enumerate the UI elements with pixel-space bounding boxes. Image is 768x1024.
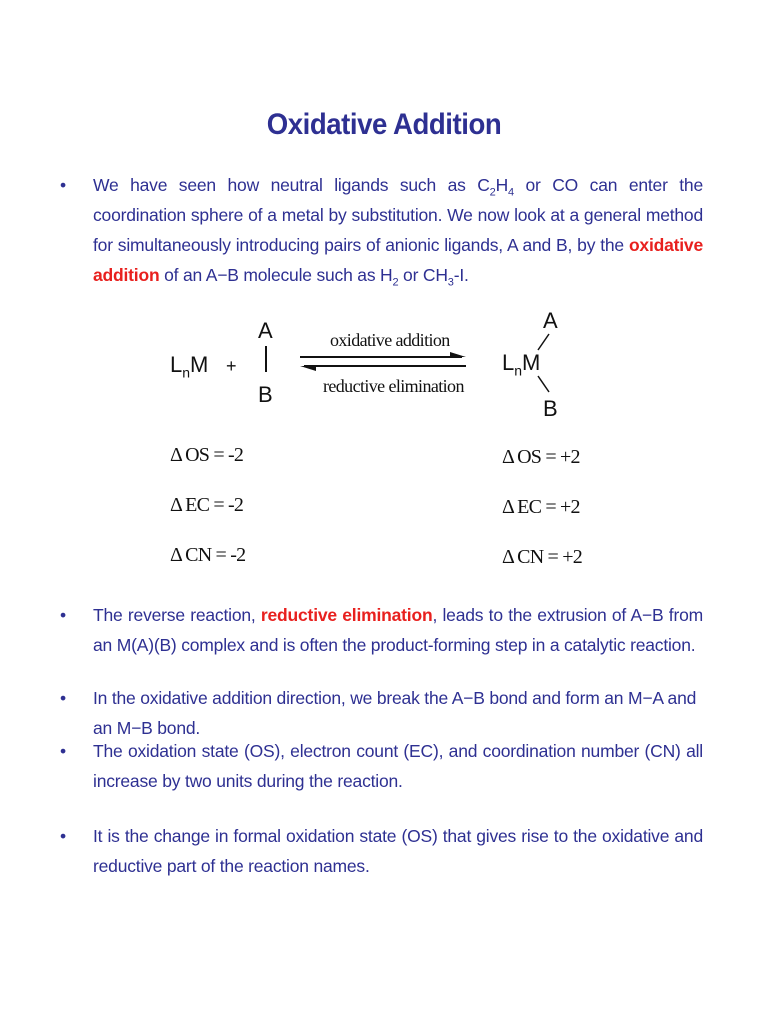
reverse-label: reductive elimination [323,376,464,396]
highlight-reductive-elimination: reductive elimination [260,605,433,625]
delta-os-right: Δ OS = +2 [502,446,580,468]
bullet-4-text: The oxidation state (OS), electron count (EC), and coordination number (CN) all increase by two units during the reaction. [93,741,703,791]
product-atom-b: B [543,396,558,421]
bullet-2-text: The reverse reaction, reductive elimination, leads to the extrusion of A−B from an M(A)(B) complex and is often the product-forming step in a catalytic reaction. [93,605,703,655]
product-bonds [530,330,560,400]
bullet-1-text: We have seen how neutral ligands such as $C_2H_4$ or CO can enter the coordination sphere of a metal by substitution. We now look at a general method for simultaneously introducing pairs of anionic ligands, A and B, by the oxidative addition of an A−B molecule such as $H_2$ or $CH_3-I$. [93,175,703,289]
delta-cn-right: Δ CN = +2 [502,546,582,568]
product-metal-complex: $L_nM$ [502,350,541,379]
forward-label: oxidative addition [330,330,450,350]
forward-arrow-head [450,352,466,357]
highlight-oxidative-addition: oxidative addition [93,235,703,285]
atom-b: B [258,382,273,407]
m-b-bond [538,376,549,392]
page-title: Oxidative Addition [266,108,502,141]
reactant-metal-complex: $L_nM$ [170,352,209,381]
reverse-arrow-head [300,366,316,371]
delta-ec-left: Δ EC = -2 [170,494,244,516]
bullet-marker: • [60,688,66,708]
plus-sign: + [226,356,237,376]
bullet-5-text: It is the change in formal oxidation state (OS) that gives rise to the oxidative and reductive part of the reaction names. [93,826,703,876]
delta-os-left: Δ OS = -2 [170,444,244,466]
delta-ec-right: Δ EC = +2 [502,496,580,518]
bullet-marker: • [60,175,66,195]
bullet-marker: • [60,605,66,625]
m-a-bond [538,334,549,350]
reaction-diagram [0,300,768,590]
delta-cn-left: Δ CN = -2 [170,544,246,566]
a-b-bond [265,346,267,372]
product-atom-a: A [543,308,558,333]
bullet-marker: • [60,826,66,846]
equilibrium-arrows [298,352,468,372]
atom-a: A [258,318,273,343]
bullet-marker: • [60,741,66,761]
bullet-3-text: In the oxidative addition direction, we break the A−B bond and form an M−A and an M−B bond. [93,688,697,738]
